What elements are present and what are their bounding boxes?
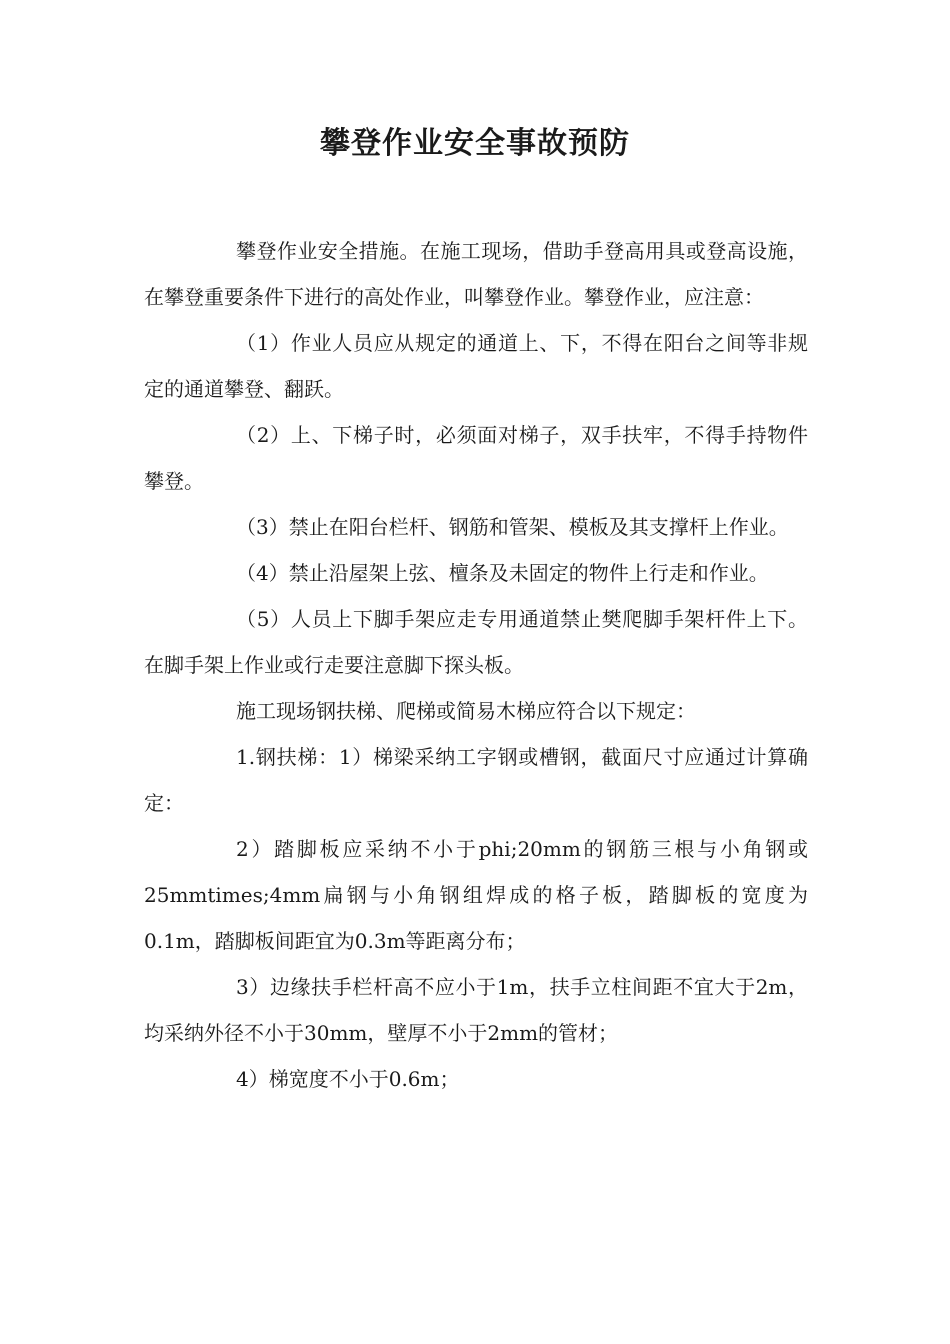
paragraph: （3）禁止在阳台栏杆、钢筋和管架、模板及其支撑杆上作业。 [236, 515, 789, 539]
page-title: 攀登作业安全事故预防 [320, 126, 630, 161]
paragraph: （1）作业人员应从规定的通道上、下，不得在阳台之间等非规定的通道攀登、翻跃。 [144, 331, 808, 401]
paragraph: 攀登作业安全措施。在施工现场，借助手登高用具或登高设施，在攀登重要条件下进行的高处作业，叫攀登作业。攀登作业，应注意： [144, 239, 808, 309]
paragraph: 2）踏脚板应采纳不小于phi;20mm的钢筋三根与小角钢或25mmtimes;4mm扁钢与小角钢组焊成的格子板，踏脚板的宽度为0.1m，踏脚板间距宜为0.3m等距离分布； [144, 837, 808, 953]
paragraph: 4）梯宽度不小于0.6m； [236, 1067, 460, 1091]
paragraph: 1.钢扶梯：1）梯梁采纳工字钢或槽钢，截面尺寸应通过计算确定： [144, 745, 808, 815]
document-body [144, 228, 808, 1102]
paragraph: （5）人员上下脚手架应走专用通道禁止樊爬脚手架杆件上下。在脚手架上作业或行走要注意脚下探头板。 [144, 607, 808, 677]
paragraph: 3）边缘扶手栏杆高不应小于1m，扶手立柱间距不宜大于2m，均采纳外径不小于30mm，壁厚不小于2mm的管材； [144, 975, 808, 1045]
paragraph: 施工现场钢扶梯、爬梯或简易木梯应符合以下规定： [236, 699, 696, 723]
paragraph: （4）禁止沿屋架上弦、檀条及未固定的物件上行走和作业。 [236, 561, 769, 585]
paragraph: （2）上、下梯子时，必须面对梯子，双手扶牢，不得手持物件攀登。 [144, 423, 808, 493]
